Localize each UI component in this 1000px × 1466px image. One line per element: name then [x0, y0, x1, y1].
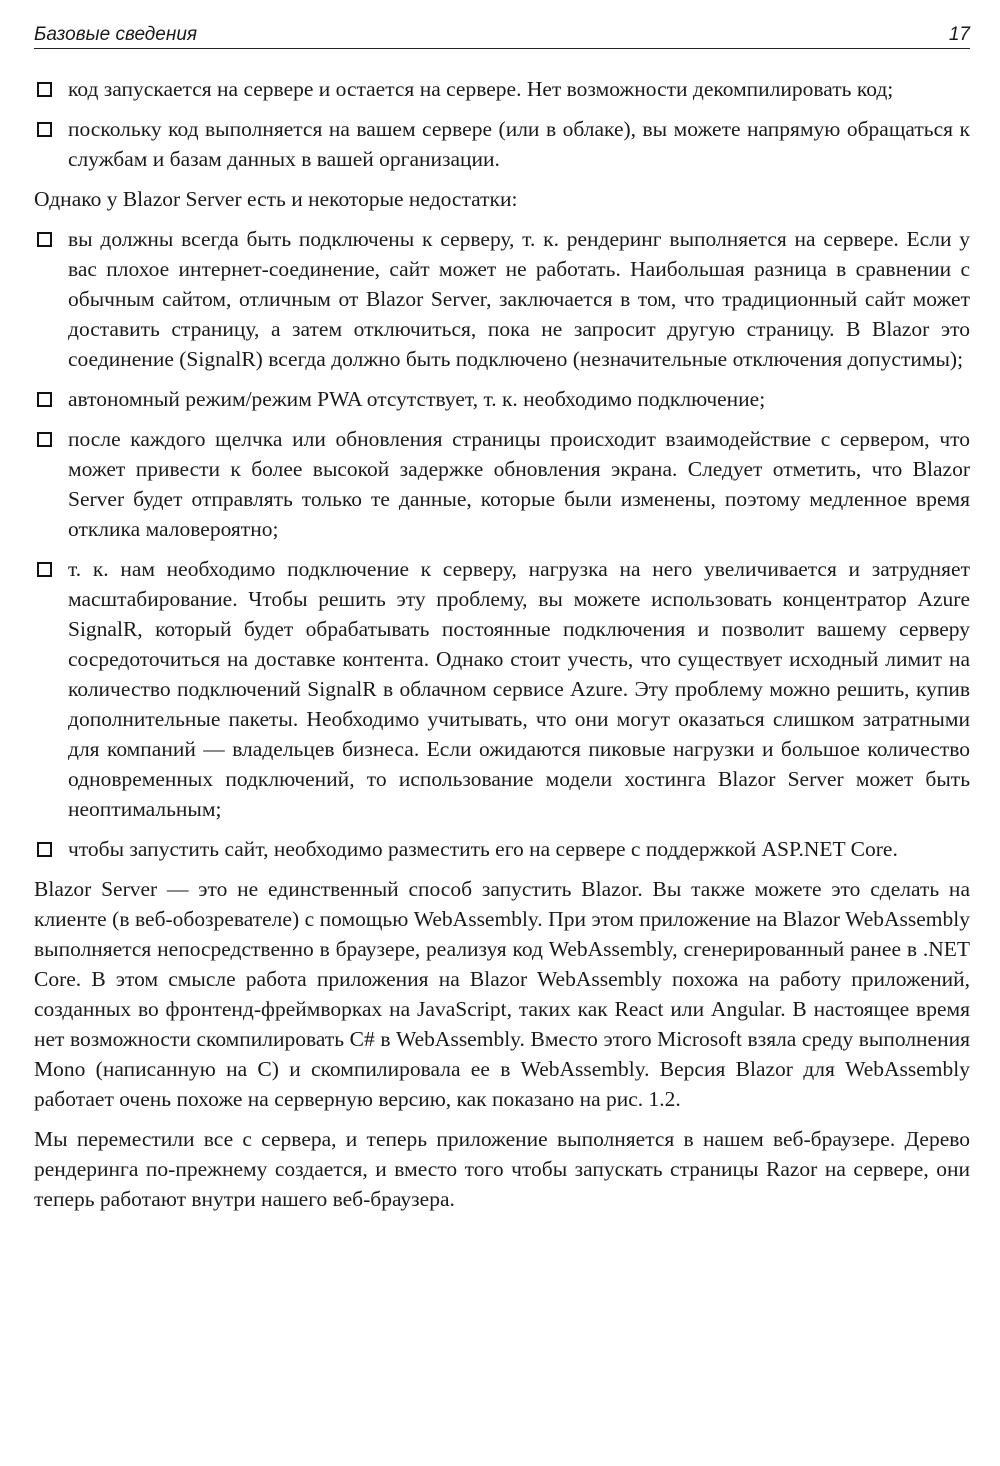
list-item-text: код запускается на сервере и остается на сервере. Нет возможности декомпилировать код;	[68, 77, 894, 101]
section-title: Базовые сведения	[34, 24, 198, 45]
list-item-text: поскольку код выполняется на вашем сервере (или в облаке), вы можете напрямую обращаться к службам и базам данных в вашей организации.	[68, 117, 970, 171]
list-item	[34, 384, 970, 414]
checkbox-bullet-icon	[37, 562, 52, 577]
list-item-text: после каждого щелчка или обновления страницы происходит взаимодействие с сервером, что может привести к более высокой задержке обновления экрана. Следует отметить, что Blazor Server будет отправлять только те данные, которые были изменены, поэтому медленное время отклика маловероятно;	[68, 427, 970, 541]
paragraph-moved-to-browser: Мы переместили все с сервера, и теперь приложение выполняется в нашем веб-браузере. Дерево рендеринга по-прежнему создается, и вместо того чтобы запускать страницы Razor на сервере, они теперь работают внутри нашего веб-браузера.	[34, 1127, 970, 1211]
checkbox-bullet-icon	[37, 82, 52, 97]
list-item	[34, 74, 970, 104]
list-item-text: т. к. нам необходимо подключение к серверу, нагрузка на него увеличивается и затрудняет масштабирование. Чтобы решить эту проблему, вы можете использовать концентратор Azure SignalR, который будет обрабатывать постоянные подключения и позволит вашему серверу сосредоточиться на доставке контента. Однако стоит учесть, что существует исходный лимит на количество подключений SignalR в облачном сервисе Azure. Эту проблему можно решить, купив дополнительные пакеты. Необходимо учитывать, что они могут оказаться слишком затратными для компаний — владельцев бизнеса. Если ожидаются пиковые нагрузки и большое количество одновременных подключений, то использование модели хостинга Blazor Server может быть неоптимальным;	[68, 557, 970, 821]
checkbox-bullet-icon	[37, 392, 52, 407]
list-item-text: автономный режим/режим PWA отсутствует, т. к. необходимо подключение;	[68, 387, 766, 411]
list-item-text: чтобы запустить сайт, необходимо разместить его на сервере с поддержкой ASP.NET Core.	[68, 837, 898, 861]
checkbox-bullet-icon	[37, 232, 52, 247]
list-item	[34, 224, 970, 374]
list-item	[34, 114, 970, 174]
list-item	[34, 834, 970, 864]
page-body	[34, 74, 970, 1224]
paragraph-webassembly: Blazor Server — это не единственный способ запустить Blazor. Вы также можете это сделать на клиенте (в веб-обозревателе) с помощью WebAssembly. При этом приложение на Blazor WebAssembly выполняется непосредственно в браузере, реализуя код WebAssembly, сгенерированный ранее в .NET Core. В этом смысле работа приложения на Blazor WebAssembly похожа на работу приложений, созданных во фронтенд-фреймворках на JavaScript, таких как React или Angular. В настоящее время нет возможности скомпилировать C# в WebAssembly. Вместо этого Microsoft взяла среду выполнения Mono (написанную на C) и скомпилировала ее в WebAssembly. Версия Blazor для WebAssembly работает очень похоже на серверную версию, как показано на рис. 1.2.	[34, 877, 970, 1111]
page-number: 17	[948, 24, 970, 45]
checkbox-bullet-icon	[37, 842, 52, 857]
list-item	[34, 554, 970, 824]
checkbox-bullet-icon	[37, 122, 52, 137]
running-head	[34, 22, 970, 49]
list-item	[34, 424, 970, 544]
list-item-text: вы должны всегда быть подключены к серверу, т. к. рендеринг выполняется на сервере. Если у вас плохое интернет-соединение, сайт может не работать. Наибольшая разница в сравнении с обычным сайтом, отличным от Blazor Server, заключается в том, что традиционный сайт может доставить страницу, а затем отключиться, пока не запросит другую страницу. В Blazor это соединение (SignalR) всегда должно быть подключено (незначительные отключения допустимы);	[68, 227, 970, 371]
checkbox-bullet-icon	[37, 432, 52, 447]
paragraph-disadvantages-intro: Однако у Blazor Server есть и некоторые недостатки:	[34, 187, 518, 211]
